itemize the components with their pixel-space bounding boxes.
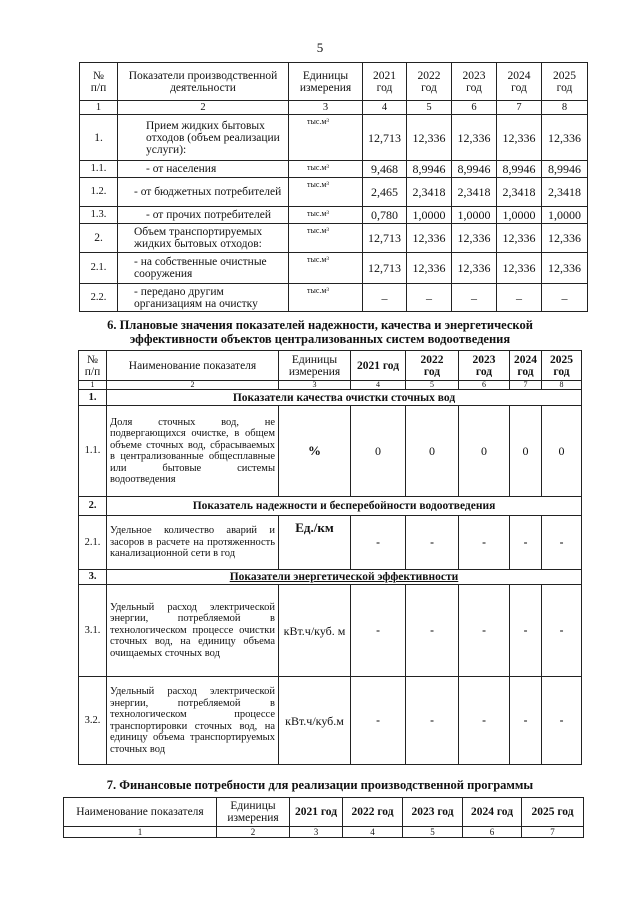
row-unit: тыс.м³ [289, 207, 363, 224]
group-title: Показатель надежности и бесперебойности водоотведения [107, 497, 582, 516]
row-num: 2.2. [80, 284, 118, 312]
group-num: 1. [79, 390, 107, 406]
value-2022: – [407, 284, 452, 312]
group-title: Показатели энергетической эффективности [107, 570, 582, 585]
col-name-header: Наименование показателя [64, 798, 217, 827]
section-6-title: 6. Плановые значения показателей надежности, качества и энергетической эффективности объектов централизованных систем водоотведения [107, 318, 533, 346]
row-num: 2. [80, 224, 118, 253]
value-2025: 0 [542, 406, 582, 497]
value-2025: 12,336 [542, 115, 588, 161]
col-unit-header: Единицы измерения [279, 351, 351, 381]
col-2022-header: 2022 год [406, 351, 459, 381]
value-2024: 1,0000 [497, 207, 542, 224]
value-2022: 1,0000 [407, 207, 452, 224]
table-row [79, 677, 582, 765]
value-2021: - [351, 677, 406, 765]
col-number: 4 [351, 381, 406, 390]
value-2021: 0 [351, 406, 406, 497]
section-7-title: 7. Финансовые потребности для реализации производственной программы [106, 778, 534, 792]
table-row [80, 178, 588, 207]
value-2025: – [542, 284, 588, 312]
table-header-row [80, 63, 588, 101]
value-2025: - [542, 585, 582, 677]
financial-needs-table [63, 797, 584, 838]
row-unit: тыс.м³ [289, 253, 363, 284]
value-2023: 12,336 [452, 224, 497, 253]
row-unit: тыс.м³ [289, 178, 363, 207]
col-number: 5 [407, 101, 452, 115]
col-number: 3 [289, 101, 363, 115]
value-2024: 12,336 [497, 224, 542, 253]
col-number: 8 [542, 381, 582, 390]
col-2025-header: 2025 год [542, 63, 588, 101]
col-num-header: № п/п [79, 351, 107, 381]
row-num: 2.1. [80, 253, 118, 284]
col-number: 2 [107, 381, 279, 390]
value-2024: 8,9946 [497, 161, 542, 178]
col-number: 1 [64, 827, 217, 838]
value-2023: - [459, 585, 510, 677]
row-num: 1.3. [80, 207, 118, 224]
value-2024: - [510, 516, 542, 570]
value-2025: - [542, 677, 582, 765]
value-2022: - [406, 585, 459, 677]
value-2023: 1,0000 [452, 207, 497, 224]
col-number: 1 [80, 101, 118, 115]
value-2022: 12,336 [407, 224, 452, 253]
col-number: 6 [463, 827, 522, 838]
group-num: 2. [79, 497, 107, 516]
col-number: 6 [459, 381, 510, 390]
col-2025-header: 2025 год [522, 798, 584, 827]
value-2022: - [406, 516, 459, 570]
value-2025: 12,336 [542, 224, 588, 253]
col-number: 3 [290, 827, 343, 838]
value-2024: – [497, 284, 542, 312]
col-2024-header: 2024 год [510, 351, 542, 381]
column-number-row [79, 381, 582, 390]
group-title: Показатели качества очистки сточных вод [107, 390, 582, 406]
col-number: 7 [510, 381, 542, 390]
value-2025: 2,3418 [542, 178, 588, 207]
value-2021: 9,468 [363, 161, 407, 178]
value-2022: 12,336 [407, 115, 452, 161]
value-2025: - [542, 516, 582, 570]
value-2023: - [459, 677, 510, 765]
col-2024-header: 2024 год [497, 63, 542, 101]
value-2021: 12,713 [363, 253, 407, 284]
row-num: 1. [80, 115, 118, 161]
group-row [79, 390, 582, 406]
col-number: 5 [406, 381, 459, 390]
value-2021: 2,465 [363, 178, 407, 207]
table-row [80, 115, 588, 161]
production-indicators-table [79, 62, 588, 312]
col-2021-header: 2021 год [363, 63, 407, 101]
row-unit: Ед./км [279, 516, 351, 570]
page-number: 5 [316, 40, 324, 55]
col-2021-header: 2021 год [290, 798, 343, 827]
value-2023: 0 [459, 406, 510, 497]
col-number: 8 [542, 101, 588, 115]
value-2022: 0 [406, 406, 459, 497]
row-num: 1.1. [79, 406, 107, 497]
row-num: 1.2. [80, 178, 118, 207]
value-2024: - [510, 677, 542, 765]
table-header-row [79, 351, 582, 381]
col-2021-header: 2021 год [351, 351, 406, 381]
value-2024: - [510, 585, 542, 677]
table-row [80, 207, 588, 224]
col-name-header: Наименование показателя [107, 351, 279, 381]
group-row [79, 570, 582, 585]
value-2022: 8,9946 [407, 161, 452, 178]
value-2024: 12,336 [497, 253, 542, 284]
group-row [79, 497, 582, 516]
row-unit: тыс.м³ [289, 161, 363, 178]
row-name: - от бюджетных потребителей [118, 178, 289, 207]
col-number: 7 [497, 101, 542, 115]
col-unit-header: Единицы измерения [217, 798, 290, 827]
col-number: 4 [363, 101, 407, 115]
value-2023: 12,336 [452, 115, 497, 161]
row-unit: кВт.ч/куб. м [279, 585, 351, 677]
row-name: Удельный расход электрической энергии, потребляемой в технологическом процессе транспортировки сточных вод, на единицу объема транспортируемых сточных вод [107, 677, 279, 765]
col-2023-header: 2023 год [459, 351, 510, 381]
table-row [80, 224, 588, 253]
value-2022: 2,3418 [407, 178, 452, 207]
table-row [79, 406, 582, 497]
row-num: 3.2. [79, 677, 107, 765]
col-number: 4 [343, 827, 403, 838]
value-2021: – [363, 284, 407, 312]
col-2022-header: 2022 год [407, 63, 452, 101]
value-2021: 0,780 [363, 207, 407, 224]
row-unit: % [279, 406, 351, 497]
column-number-row [64, 827, 584, 838]
col-number: 3 [279, 381, 351, 390]
value-2023: - [459, 516, 510, 570]
col-2025-header: 2025 год [542, 351, 582, 381]
table-row [79, 585, 582, 677]
col-unit-header: Единицы измерения [289, 63, 363, 101]
col-number: 7 [522, 827, 584, 838]
row-num: 1.1. [80, 161, 118, 178]
col-name-header: Показатели производственной деятельности [118, 63, 289, 101]
col-2023-header: 2023 год [403, 798, 463, 827]
row-name: - на собственные очистные сооружения [118, 253, 289, 284]
row-name: - передано другим организациям на очистку [118, 284, 289, 312]
value-2021: - [351, 516, 406, 570]
table-row [80, 253, 588, 284]
table-header-row [64, 798, 584, 827]
row-name: Объем транспортируемых жидких бытовых отходов: [118, 224, 289, 253]
reliability-indicators-table [78, 350, 582, 765]
col-number: 2 [118, 101, 289, 115]
value-2022: 12,336 [407, 253, 452, 284]
row-name: - от населения [118, 161, 289, 178]
row-unit: кВт.ч/куб.м [279, 677, 351, 765]
value-2024: 12,336 [497, 115, 542, 161]
row-name: Удельный расход электрической энергии, потребляемой в технологическом процессе очистки сточных вод, на единицу объема очищаемых сточных вод [107, 585, 279, 677]
row-unit: тыс.м³ [289, 115, 363, 161]
value-2025: 8,9946 [542, 161, 588, 178]
value-2023: 2,3418 [452, 178, 497, 207]
value-2021: - [351, 585, 406, 677]
col-number: 1 [79, 381, 107, 390]
col-number: 2 [217, 827, 290, 838]
col-2024-header: 2024 год [463, 798, 522, 827]
value-2024: 2,3418 [497, 178, 542, 207]
value-2024: 0 [510, 406, 542, 497]
col-2022-header: 2022 год [343, 798, 403, 827]
row-num: 3.1. [79, 585, 107, 677]
row-unit: тыс.м³ [289, 284, 363, 312]
table-row [80, 284, 588, 312]
group-num: 3. [79, 570, 107, 585]
row-name: Прием жидких бытовых отходов (объем реализации услуги): [118, 115, 289, 161]
value-2025: 1,0000 [542, 207, 588, 224]
row-unit: тыс.м³ [289, 224, 363, 253]
value-2021: 12,713 [363, 115, 407, 161]
value-2023: 12,336 [452, 253, 497, 284]
row-name: - от прочих потребителей [118, 207, 289, 224]
col-num-header: № п/п [80, 63, 118, 101]
value-2023: 8,9946 [452, 161, 497, 178]
row-name: Удельное количество аварий и засоров в расчете на протяженность канализационной сети в год [107, 516, 279, 570]
table-row [79, 516, 582, 570]
row-name: Доля сточных вод, не подвергающихся очистке, в общем объеме сточных вод, сбрасываемых в централизованные общесплавные или бытовые системы водоотведения [107, 406, 279, 497]
col-number: 5 [403, 827, 463, 838]
table-row [80, 161, 588, 178]
value-2021: 12,713 [363, 224, 407, 253]
col-number: 6 [452, 101, 497, 115]
row-num: 2.1. [79, 516, 107, 570]
value-2022: - [406, 677, 459, 765]
col-2023-header: 2023 год [452, 63, 497, 101]
value-2023: – [452, 284, 497, 312]
value-2025: 12,336 [542, 253, 588, 284]
column-number-row [80, 101, 588, 115]
